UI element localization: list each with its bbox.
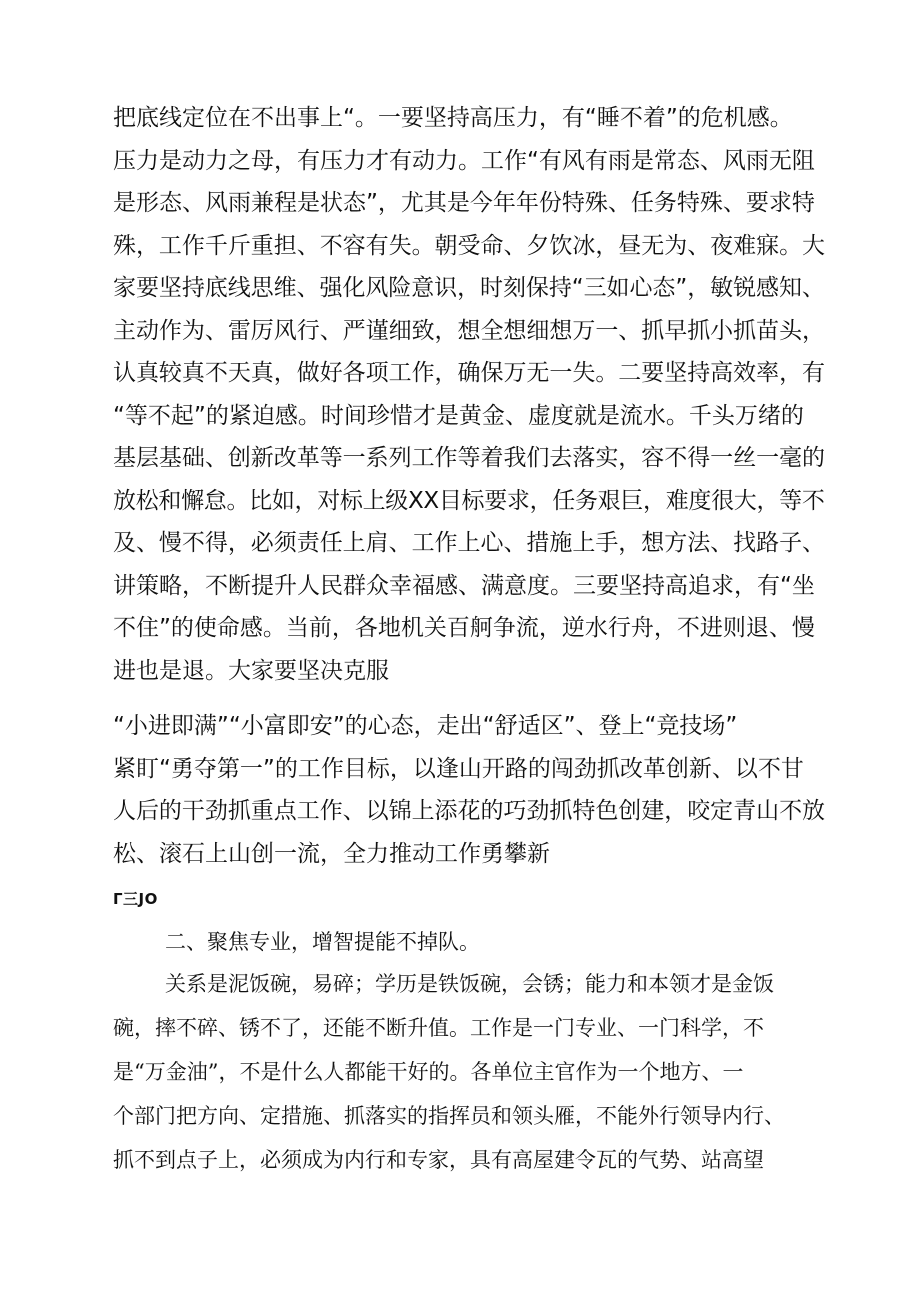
- text-line: 主动作为、雷厉风行、严谨细致，想全想细想万一、抓早抓小抓苗头，: [113, 317, 825, 344]
- text-line: 压力是动力之母，有压力才有动力。工作“有风有雨是常态、风雨无阻: [113, 147, 815, 174]
- text-line: 关系是泥饭碗，易碎；学历是铁饭碗，会锈；能力和本领才是金饭: [165, 972, 774, 996]
- section-heading: 二、聚焦专业，增智提能不掉队。: [165, 930, 480, 954]
- text-line: 松、滚石上山创一流，全力推动工作勇攀新: [113, 840, 550, 867]
- text-line: 紧盯“勇夺第一”的工作目标，以逢山开路的闯劲抓改革创新、以不甘: [113, 755, 804, 782]
- text-line: 是形态、风雨兼程是状态”，尤其是今年年份特殊、任务特殊、要求特: [113, 190, 815, 216]
- text-line: 殊，工作千斤重担、不容有失。朝受命、夕饮冰，昼无为、夜难寐。大: [113, 232, 825, 259]
- text-line: 放松和懈怠。比如，对标上级XX目标要求，任务艰巨，难度很大，等不: [113, 487, 825, 514]
- section-body: [113, 962, 828, 1182]
- ocr-marker: Γ三JO: [113, 890, 158, 908]
- paragraph-continued: [113, 705, 825, 875]
- text-line: 抓不到点子上，必须成为内行和专家，具有高屋建令瓦的气势、站高望: [113, 1148, 764, 1172]
- text-line: “等不起”的紧迫感。时间珍惜才是黄金、虚度就是流水。千头万绪的: [113, 402, 804, 429]
- text-line: 人后的干劲抓重点工作、以锦上添花的巧劲抓特色创建，咬定青山不放: [113, 798, 825, 824]
- text-line: “小进即满”“小富即安”的心态，走出“舒适区”、登上“竞技场”: [113, 713, 738, 739]
- text-line: 个部门把方向、定措施、抓落实的指挥员和领头雁，不能外行领导内行、: [113, 1104, 785, 1128]
- text-line: 讲策略，不断提升人民群众幸福感、满意度。三要坚持高追求，有“坐: [113, 572, 815, 599]
- text-line: 是“万金油”，不是什么人都能干好的。各单位主官作为一个地方、一: [113, 1060, 744, 1084]
- text-line: 及、慢不得，必须责任上肩、工作上心、措施上手，想方法、找路子、: [113, 530, 825, 556]
- text-line: 认真较真不天真，做好各项工作，确保万无一失。二要坚持高效率，有: [113, 360, 825, 386]
- text-line: 进也是退。大家要坚决克服: [113, 657, 389, 684]
- text-line: 不住”的使命感。当前，各地机关百舸争流，逆水行舟，不进则退、慢: [113, 615, 815, 641]
- paragraph-continuation: [113, 97, 825, 692]
- text-line: 把底线定位在不出事上“。一要坚持高压力，有“睡不着”的危机感。: [113, 105, 793, 131]
- section-heading-block: [113, 920, 828, 964]
- text-line: 基层基础、创新改革等一系列工作等着我们去落实，容不得一丝一毫的: [113, 445, 825, 471]
- text-line: 碗，摔不碎、锈不了，还能不断升值。工作是一门专业、一门科学，不: [113, 1016, 764, 1040]
- text-line: 家要坚持底线思维、强化风险意识，时刻保持“三如心态”，敏锐感知、: [113, 275, 825, 301]
